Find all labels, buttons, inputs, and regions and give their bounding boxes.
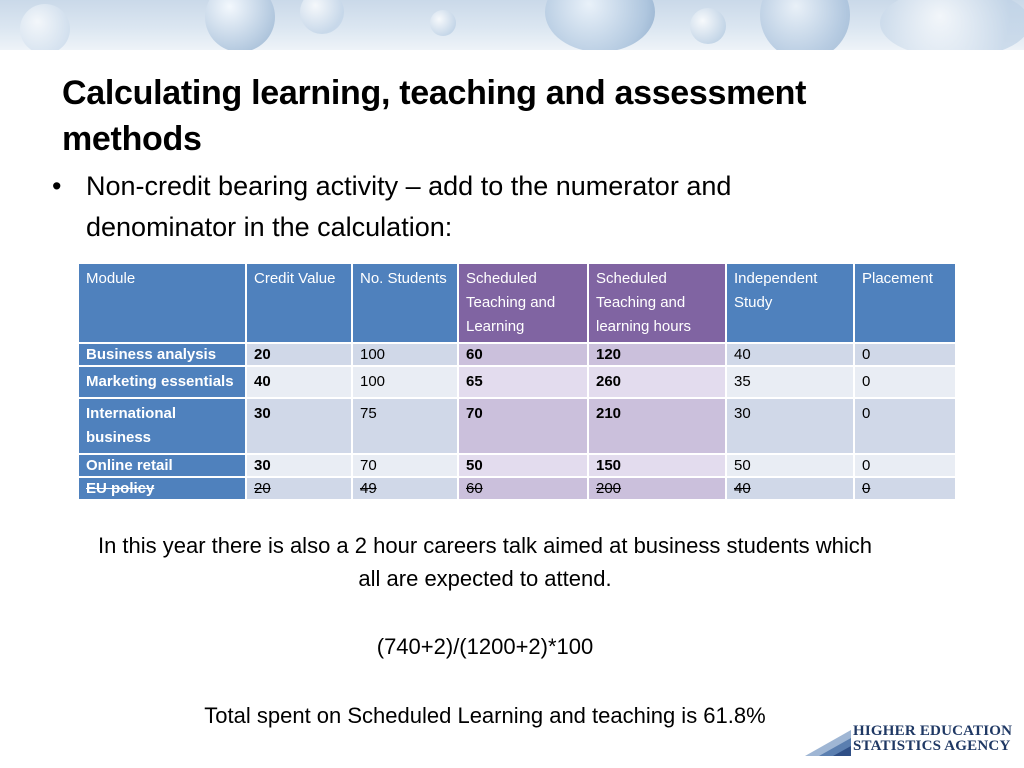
module-name: International business xyxy=(78,398,246,454)
module-table xyxy=(77,262,957,501)
banner-bubble xyxy=(545,0,655,50)
table-cell: 120 xyxy=(588,343,726,366)
careers-talk-note: In this year there is also a 2 hour careers talk aimed at business students which all are expected to attend. xyxy=(97,533,873,591)
table-cell: 75 xyxy=(352,398,458,454)
table-cell: 20 xyxy=(246,343,352,366)
table-cell: 50 xyxy=(458,454,588,477)
column-header: No. Students xyxy=(352,263,458,343)
table-cell: 0 xyxy=(854,454,956,477)
table-cell: 60 xyxy=(458,343,588,366)
table-cell: 0 xyxy=(854,366,956,398)
banner-bubble xyxy=(300,0,344,34)
table-row xyxy=(78,366,956,398)
hesa-logo xyxy=(805,722,1015,758)
table-cell: 150 xyxy=(588,454,726,477)
column-header: Credit Value xyxy=(246,263,352,343)
hesa-logo-mark xyxy=(805,726,851,756)
calculation-result: Total spent on Scheduled Learning and teaching is 61.8% xyxy=(204,703,766,728)
column-header: Module xyxy=(78,263,246,343)
table-cell: 30 xyxy=(246,398,352,454)
column-header: Scheduled Teaching and Learning xyxy=(458,263,588,343)
column-header: Placement xyxy=(854,263,956,343)
table-row xyxy=(78,454,956,477)
column-header: Scheduled Teaching and learning hours xyxy=(588,263,726,343)
table-cell: 30 xyxy=(246,454,352,477)
banner-bubble xyxy=(205,0,275,50)
module-name: Business analysis xyxy=(78,343,246,366)
table-cell: 100 xyxy=(352,343,458,366)
logo-line-2: STATISTICS AGENCY xyxy=(853,738,1011,754)
table-cell: 49 xyxy=(352,477,458,500)
table-cell: 70 xyxy=(458,398,588,454)
table-cell: 40 xyxy=(726,343,854,366)
table-cell: 0 xyxy=(854,477,956,500)
table-cell: 30 xyxy=(726,398,854,454)
table-row xyxy=(78,343,956,366)
module-name: Marketing essentials xyxy=(78,366,246,398)
logo-line-1: HIGHER EDUCATION xyxy=(853,723,1013,739)
header-banner xyxy=(0,0,1024,50)
banner-bubble xyxy=(690,8,726,44)
table-cell: 260 xyxy=(588,366,726,398)
table-cell: 0 xyxy=(854,398,956,454)
table-cell: 210 xyxy=(588,398,726,454)
table-cell: 50 xyxy=(726,454,854,477)
table-cell: 40 xyxy=(246,366,352,398)
column-header: Independent Study xyxy=(726,263,854,343)
table-header-row xyxy=(78,263,956,343)
table-cell: 40 xyxy=(726,477,854,500)
bullet-text: Non-credit bearing activity – add to the numerator and denominator in the calculation: xyxy=(86,171,732,242)
table-cell: 0 xyxy=(854,343,956,366)
module-name: EU policy xyxy=(78,477,246,500)
table-cell: 35 xyxy=(726,366,854,398)
table-cell: 65 xyxy=(458,366,588,398)
calculation-formula: (740+2)/(1200+2)*100 xyxy=(376,634,594,659)
banner-bubble xyxy=(430,10,456,36)
bullet-icon: • xyxy=(52,171,62,201)
table-cell: 100 xyxy=(352,366,458,398)
banner-bubble xyxy=(880,0,1024,50)
table-cell: 200 xyxy=(588,477,726,500)
table-cell: 70 xyxy=(352,454,458,477)
slide-title: Calculating learning, teaching and assessment methods xyxy=(62,74,807,158)
module-name: Online retail xyxy=(78,454,246,477)
table-row-struck xyxy=(78,477,956,500)
table-cell: 60 xyxy=(458,477,588,500)
banner-bubble xyxy=(20,4,70,50)
table-row xyxy=(78,398,956,454)
hesa-logo-text xyxy=(853,724,1012,754)
banner-bubble xyxy=(760,0,850,50)
table-cell: 20 xyxy=(246,477,352,500)
